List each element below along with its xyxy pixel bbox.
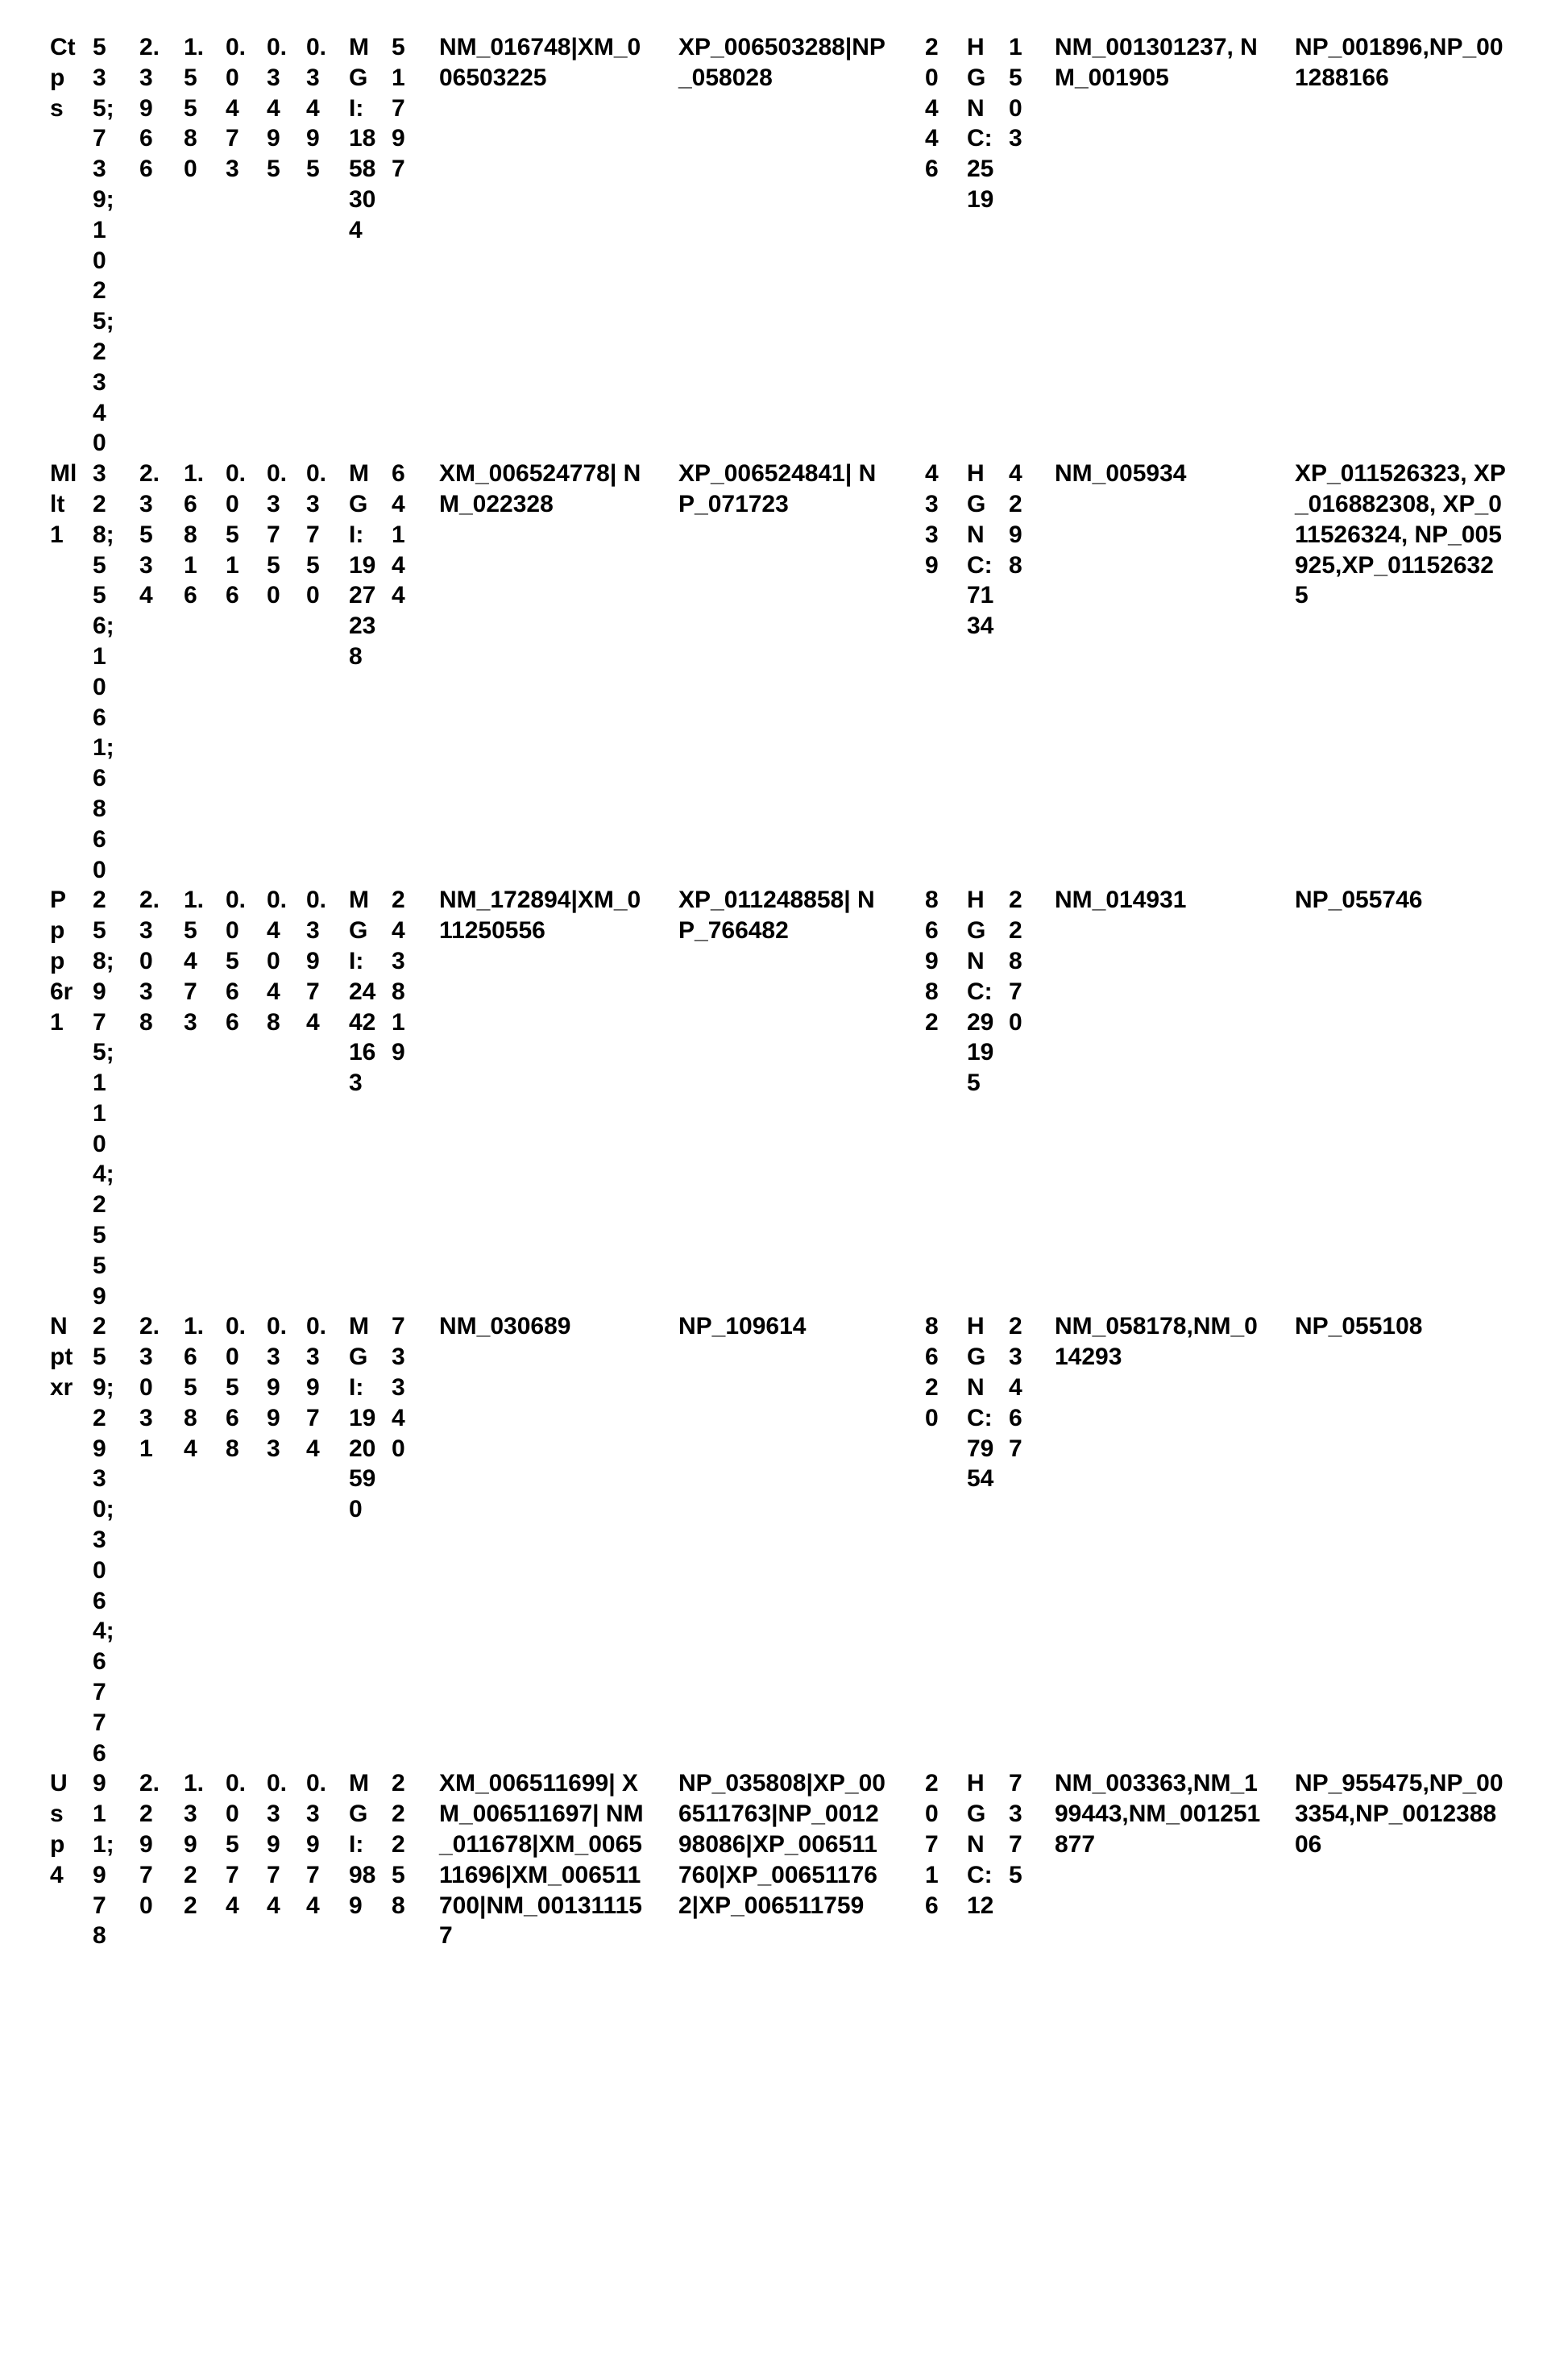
value-cell-1: 2.3966 [139, 34, 160, 183]
human-transcripts-cell: NM_058178,NM_014293 [1055, 1313, 1258, 1371]
value-cell-2: 1.6584 [184, 1313, 205, 1462]
table-row [0, 32, 1547, 459]
mouse-transcripts-cell: NM_172894|XM_011250556 [439, 887, 641, 945]
human-transcripts-cell: NM_003363,NM_199443,NM_001251877 [1055, 1770, 1261, 1859]
gene-symbol: Ppp6r1 [50, 887, 73, 1036]
human-entrez-cell: 7375 [1009, 1770, 1022, 1888]
value-cell-3: 0.0568 [226, 1313, 247, 1462]
mouse-proteins-cell: XP_006524841| NP_071723 [678, 460, 877, 517]
human-proteins-cell: XP_011526323, XP_016882308, XP_011526324, NP_005925,XP_011526325 [1295, 460, 1506, 609]
value-cell-3: 0.0473 [226, 34, 247, 183]
table-row [0, 1311, 1547, 1768]
value-cell-5: 0.3974 [306, 1313, 327, 1462]
homologene-cell: 4339 [925, 460, 939, 579]
human-proteins-cell: NP_001896,NP_001288166 [1295, 34, 1503, 91]
gene-symbol: Mllt1 [50, 460, 77, 548]
value-cell-1: 2.3038 [139, 887, 160, 1036]
mouse-transcripts-cell: NM_016748|XM_006503225 [439, 34, 641, 91]
mouse-entrez-cell: 51797 [392, 34, 405, 183]
value-cell-1: 2.2970 [139, 1770, 160, 1919]
hgnc-id-cell: HGNC:2519 [967, 34, 994, 213]
value-cell-5: 0.3974 [306, 1770, 327, 1919]
mgi-id-cell: MGI:1858304 [349, 34, 376, 243]
value-cell-1: 2.3534 [139, 460, 160, 609]
hgnc-id-cell: HGNC:7134 [967, 460, 994, 640]
mgi-id-cell: MGI:1927238 [349, 460, 376, 670]
positions-cell: 259;2930;3064;6776 [93, 1313, 114, 1767]
positions-cell: 535;739;1025;2340 [93, 34, 114, 457]
value-cell-3: 0.0516 [226, 460, 247, 609]
human-entrez-cell: 22870 [1009, 887, 1022, 1036]
homologene-cell: 20716 [925, 1770, 939, 1919]
gene-symbol: Nptxr [50, 1313, 73, 1402]
mouse-transcripts-cell: NM_030689 [439, 1313, 571, 1340]
homologene-cell: 86982 [925, 887, 939, 1036]
mouse-proteins-cell: XP_006503288|NP_058028 [678, 34, 885, 91]
mouse-entrez-cell: 22258 [392, 1770, 405, 1919]
mgi-id-cell: MGI:1920590 [349, 1313, 376, 1523]
mgi-id-cell: MGI:2442163 [349, 887, 376, 1097]
mouse-entrez-cell: 73340 [392, 1313, 405, 1462]
mouse-transcripts-cell: XM_006524778| NM_022328 [439, 460, 641, 517]
human-proteins-cell: NP_055746 [1295, 887, 1423, 914]
human-entrez-cell: 1503 [1009, 34, 1022, 152]
value-cell-1: 2.3031 [139, 1313, 160, 1462]
human-proteins-cell: NP_955475,NP_003354,NP_001238806 [1295, 1770, 1503, 1859]
mouse-entrez-cell: 243819 [392, 887, 405, 1066]
value-cell-4: 0.3974 [267, 1770, 288, 1919]
value-cell-5: 0.3495 [306, 34, 327, 183]
homologene-cell: 20446 [925, 34, 939, 183]
mouse-proteins-cell: NP_109614 [678, 1313, 807, 1340]
value-cell-4: 0.4048 [267, 887, 288, 1036]
table-row [0, 459, 1547, 885]
positions-cell: 328;556;1061;6860 [93, 460, 114, 883]
value-cell-5: 0.3974 [306, 887, 327, 1036]
hgnc-id-cell: HGNC:7954 [967, 1313, 994, 1493]
hgnc-id-cell: HGNC:29195 [967, 887, 994, 1097]
value-cell-3: 0.0566 [226, 887, 247, 1036]
value-cell-4: 0.3495 [267, 34, 288, 183]
value-cell-5: 0.3750 [306, 460, 327, 609]
value-cell-4: 0.3750 [267, 460, 288, 609]
mgi-id-cell: MGI:989 [349, 1770, 376, 1919]
value-cell-3: 0.0574 [226, 1770, 247, 1919]
mouse-entrez-cell: 64144 [392, 460, 405, 609]
value-cell-2: 1.5580 [184, 34, 205, 183]
homologene-cell: 8620 [925, 1313, 939, 1431]
table-row [0, 885, 1547, 1311]
human-transcripts-cell: NM_005934 [1055, 460, 1187, 488]
gene-symbol: Usp4 [50, 1770, 68, 1888]
gene-symbol: Ctps [50, 34, 76, 122]
human-entrez-cell: 23467 [1009, 1313, 1022, 1462]
human-entrez-cell: 4298 [1009, 460, 1022, 579]
mouse-transcripts-cell: XM_006511699| XM_006511697| NM_011678|XM_006511696|XM_006511700|NM_001311157 [439, 1770, 644, 1950]
mouse-proteins-cell: XP_011248858| NP_766482 [678, 887, 875, 945]
human-transcripts-cell: NM_014931 [1055, 887, 1187, 914]
positions-cell: 258;975;1104;2559 [93, 887, 114, 1310]
human-proteins-cell: NP_055108 [1295, 1313, 1423, 1340]
gene-table [0, 32, 1547, 1951]
table-row [0, 1768, 1547, 1951]
mouse-proteins-cell: NP_035808|XP_006511763|NP_001298086|XP_006511760|XP_006511762|XP_006511759 [678, 1770, 885, 1919]
human-transcripts-cell: NM_001301237, NM_001905 [1055, 34, 1258, 91]
value-cell-2: 1.3922 [184, 1770, 205, 1919]
positions-cell: 911;978 [93, 1770, 114, 1950]
value-cell-2: 1.5473 [184, 887, 205, 1036]
hgnc-id-cell: HGNC:12 [967, 1770, 994, 1919]
value-cell-4: 0.3993 [267, 1313, 288, 1462]
value-cell-2: 1.6816 [184, 460, 205, 609]
